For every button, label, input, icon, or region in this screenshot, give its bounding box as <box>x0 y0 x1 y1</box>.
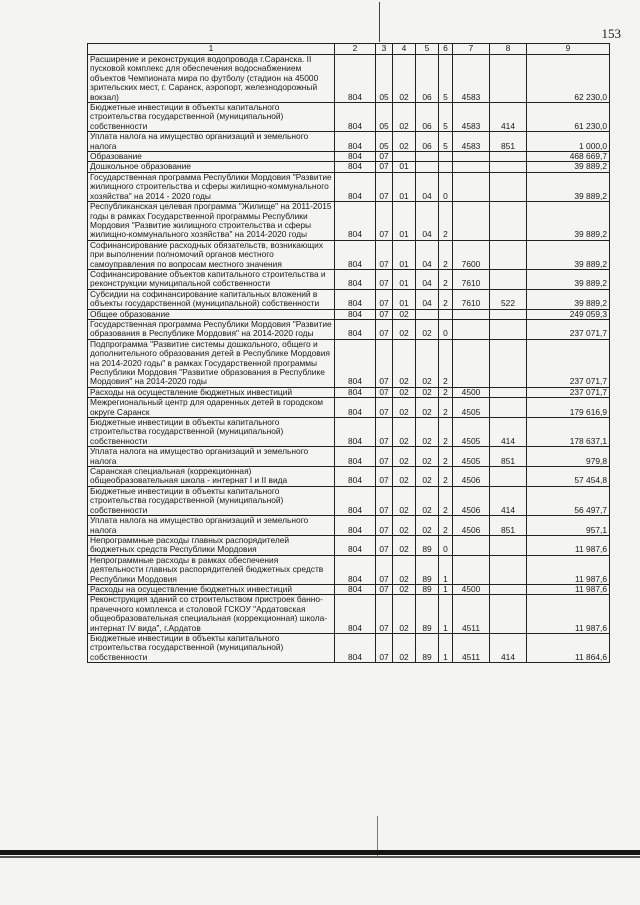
table-row <box>88 240 610 269</box>
cell-admin-code: 804 <box>335 516 376 536</box>
row-description: Расходы на осуществление бюджетных инвестиций <box>88 584 335 594</box>
cell-program: 89 <box>416 633 439 662</box>
header-cell: 7 <box>453 44 490 55</box>
cell-amount: 249 059,3 <box>527 309 610 319</box>
cell-program: 89 <box>416 555 439 584</box>
cell-subsection: 02 <box>393 387 416 397</box>
cell-program: 04 <box>416 240 439 269</box>
cell-program: 06 <box>416 103 439 132</box>
cell-program: 02 <box>416 467 439 487</box>
row-description: Реконструкция зданий со строительством пристроек банно-прачечного комплекса и столовой ГСКОУ "Ардатовская общеобразовательная специальная (коррекционная) школа-интернат IV вида", г.Ардатов <box>88 595 335 634</box>
cell-expense-type <box>490 55 527 103</box>
cell-target-item: 4583 <box>453 55 490 103</box>
scan-edge-bar <box>0 850 640 855</box>
cell-subsection: 01 <box>393 162 416 172</box>
cell-section: 07 <box>376 633 393 662</box>
cell-subprogram: 0 <box>439 172 453 201</box>
cell-program: 02 <box>416 319 439 339</box>
cell-admin-code: 804 <box>335 595 376 634</box>
cell-target-item: 7600 <box>453 240 490 269</box>
table-row <box>88 535 610 555</box>
table-row <box>88 55 610 103</box>
cell-subsection: 02 <box>393 319 416 339</box>
header-cell: 9 <box>527 44 610 55</box>
cell-target-item: 4505 <box>453 398 490 418</box>
table-row <box>88 387 610 397</box>
header-cell: 4 <box>393 44 416 55</box>
cell-subsection: 01 <box>393 172 416 201</box>
cell-amount: 178 637,1 <box>527 418 610 447</box>
cell-admin-code: 804 <box>335 339 376 387</box>
cell-section: 07 <box>376 269 393 289</box>
table-row <box>88 339 610 387</box>
cell-target-item: 7610 <box>453 289 490 309</box>
table-row <box>88 319 610 339</box>
table-row <box>88 289 610 309</box>
cell-subsection: 02 <box>393 103 416 132</box>
cell-subsection: 01 <box>393 289 416 309</box>
cell-subsection: 02 <box>393 584 416 594</box>
cell-amount: 11 987,6 <box>527 595 610 634</box>
cell-amount: 11 864,6 <box>527 633 610 662</box>
table-row <box>88 398 610 418</box>
cell-subsection: 02 <box>393 418 416 447</box>
row-description: Непрограммные расходы в рамках обеспечения деятельности главных распорядителей бюджетных средств Республики Мордовия <box>88 555 335 584</box>
cell-admin-code: 804 <box>335 467 376 487</box>
header-cell: 8 <box>490 44 527 55</box>
cell-section: 05 <box>376 132 393 152</box>
cell-section: 07 <box>376 387 393 397</box>
cell-program: 89 <box>416 595 439 634</box>
cell-amount: 979,8 <box>527 447 610 467</box>
cell-section: 05 <box>376 55 393 103</box>
cell-subsection: 02 <box>393 555 416 584</box>
cell-section: 07 <box>376 289 393 309</box>
row-description: Государственная программа Республики Мордовия "Развитие образования в Республике Мордовия" на 2014-2020 годы <box>88 319 335 339</box>
cell-section: 07 <box>376 447 393 467</box>
cell-amount: 237 071,7 <box>527 339 610 387</box>
cell-expense-type <box>490 398 527 418</box>
cell-expense-type: 851 <box>490 132 527 152</box>
cell-subprogram: 2 <box>439 387 453 397</box>
cell-target-item: 4505 <box>453 418 490 447</box>
row-description: Субсидии на софинансирование капитальных вложений в объекты государственной (муниципальной) собственности <box>88 289 335 309</box>
cell-target-item: 4500 <box>453 387 490 397</box>
cell-program: 06 <box>416 55 439 103</box>
cell-subsection: 01 <box>393 269 416 289</box>
cell-admin-code: 804 <box>335 633 376 662</box>
cell-program: 04 <box>416 202 439 241</box>
cell-expense-type <box>490 319 527 339</box>
cell-admin-code: 804 <box>335 240 376 269</box>
cell-section: 07 <box>376 202 393 241</box>
cell-subprogram: 2 <box>439 516 453 536</box>
cell-subsection: 02 <box>393 339 416 387</box>
cell-expense-type: 414 <box>490 103 527 132</box>
cell-admin-code: 804 <box>335 309 376 319</box>
header-cell: 2 <box>335 44 376 55</box>
cell-amount: 62 230,0 <box>527 55 610 103</box>
header-cell: 3 <box>376 44 393 55</box>
cell-target-item: 4583 <box>453 132 490 152</box>
cell-subprogram: 1 <box>439 595 453 634</box>
cell-program: 02 <box>416 447 439 467</box>
header-cell: 1 <box>88 44 335 55</box>
table-row <box>88 269 610 289</box>
cell-target-item: 7610 <box>453 269 490 289</box>
cell-admin-code: 804 <box>335 555 376 584</box>
cell-target-item <box>453 535 490 555</box>
cell-admin-code: 804 <box>335 202 376 241</box>
cell-expense-type: 851 <box>490 447 527 467</box>
row-description: Расширение и реконструкция водопровода г.Саранска. II пусковой комплекс для обеспечения водоснабжением объектов Чемпионата мира по футболу (стадион на 45000 зрительских мест, г. Саранск, аэропорт, железнодорожный вокзал) <box>88 55 335 103</box>
cell-subsection: 02 <box>393 309 416 319</box>
cell-section: 07 <box>376 319 393 339</box>
cell-expense-type <box>490 269 527 289</box>
cell-subprogram: 2 <box>439 447 453 467</box>
cell-program: 06 <box>416 132 439 152</box>
cell-subprogram: 0 <box>439 319 453 339</box>
cell-amount: 1 000,0 <box>527 132 610 152</box>
row-description: Саранская специальная (коррекционная) общеобразовательная школа - интернат I и II вида <box>88 467 335 487</box>
cell-section: 07 <box>376 486 393 515</box>
cell-expense-type <box>490 162 527 172</box>
row-description: Непрограммные расходы главных распорядителей бюджетных средств Республики Мордовия <box>88 535 335 555</box>
cell-subsection: 02 <box>393 55 416 103</box>
cell-program: 04 <box>416 289 439 309</box>
cell-admin-code: 804 <box>335 172 376 201</box>
table-row <box>88 595 610 634</box>
table-row <box>88 152 610 162</box>
cell-target-item: 4511 <box>453 595 490 634</box>
cell-program <box>416 152 439 162</box>
cell-target-item <box>453 309 490 319</box>
scan-fold-line <box>379 2 380 42</box>
cell-expense-type: 414 <box>490 418 527 447</box>
row-description: Образование <box>88 152 335 162</box>
cell-subprogram: 5 <box>439 103 453 132</box>
cell-subprogram: 5 <box>439 132 453 152</box>
cell-target-item: 4506 <box>453 486 490 515</box>
cell-expense-type <box>490 387 527 397</box>
cell-amount: 56 497,7 <box>527 486 610 515</box>
cell-subprogram <box>439 152 453 162</box>
table-row <box>88 172 610 201</box>
cell-target-item <box>453 202 490 241</box>
row-description: Бюджетные инвестиции в объекты капитального строительства государственной (муниципальной) собственности <box>88 418 335 447</box>
cell-expense-type: 414 <box>490 486 527 515</box>
cell-section: 07 <box>376 172 393 201</box>
cell-subprogram: 2 <box>439 486 453 515</box>
table-row <box>88 103 610 132</box>
cell-section: 07 <box>376 152 393 162</box>
cell-program: 02 <box>416 418 439 447</box>
cell-admin-code: 804 <box>335 387 376 397</box>
cell-program: 04 <box>416 269 439 289</box>
cell-target-item: 4500 <box>453 584 490 594</box>
cell-admin-code: 804 <box>335 418 376 447</box>
cell-subprogram: 2 <box>439 467 453 487</box>
table-row <box>88 486 610 515</box>
cell-program: 89 <box>416 535 439 555</box>
cell-amount: 237 071,7 <box>527 387 610 397</box>
cell-admin-code: 804 <box>335 486 376 515</box>
table-header-row <box>88 44 610 55</box>
cell-expense-type <box>490 339 527 387</box>
cell-admin-code: 804 <box>335 289 376 309</box>
cell-subsection: 02 <box>393 486 416 515</box>
cell-target-item: 4506 <box>453 467 490 487</box>
cell-amount: 39 889,2 <box>527 289 610 309</box>
cell-amount: 11 987,6 <box>527 535 610 555</box>
cell-target-item <box>453 162 490 172</box>
cell-amount: 11 987,6 <box>527 584 610 594</box>
cell-section: 05 <box>376 103 393 132</box>
row-description: Расходы на осуществление бюджетных инвестиций <box>88 387 335 397</box>
cell-section: 07 <box>376 584 393 594</box>
cell-program: 02 <box>416 516 439 536</box>
cell-expense-type <box>490 172 527 201</box>
cell-subprogram <box>439 309 453 319</box>
cell-target-item <box>453 339 490 387</box>
cell-amount: 39 889,2 <box>527 202 610 241</box>
cell-subsection: 02 <box>393 398 416 418</box>
table-row <box>88 162 610 172</box>
cell-section: 07 <box>376 595 393 634</box>
cell-subprogram: 2 <box>439 418 453 447</box>
cell-program: 89 <box>416 584 439 594</box>
cell-admin-code: 804 <box>335 398 376 418</box>
cell-subprogram: 2 <box>439 398 453 418</box>
scan-edge-bar <box>0 856 640 858</box>
row-description: Межрегиональный центр для одаренных детей в городском округе Саранск <box>88 398 335 418</box>
cell-expense-type <box>490 535 527 555</box>
cell-expense-type <box>490 467 527 487</box>
cell-subprogram: 2 <box>439 202 453 241</box>
table-row <box>88 467 610 487</box>
cell-amount: 39 889,2 <box>527 162 610 172</box>
cell-amount: 11 987,6 <box>527 555 610 584</box>
cell-section: 07 <box>376 398 393 418</box>
cell-section: 07 <box>376 309 393 319</box>
cell-subprogram: 2 <box>439 339 453 387</box>
cell-admin-code: 804 <box>335 319 376 339</box>
cell-admin-code: 804 <box>335 535 376 555</box>
table-row <box>88 418 610 447</box>
cell-subsection: 02 <box>393 535 416 555</box>
row-description: Республиканская целевая программа "Жилище" на 2011-2015 годы в рамках Государственной программы Республики Мордовия "Развитие жилищного строительства и сферы жилищно-коммунального хозяйства" на 2014-2020 годы <box>88 202 335 241</box>
cell-admin-code: 804 <box>335 447 376 467</box>
table-row <box>88 633 610 662</box>
cell-admin-code: 804 <box>335 103 376 132</box>
cell-expense-type <box>490 240 527 269</box>
row-description: Уплата налога на имущество организаций и земельного налога <box>88 132 335 152</box>
cell-subsection: 02 <box>393 633 416 662</box>
table-row <box>88 555 610 584</box>
cell-section: 07 <box>376 162 393 172</box>
table-row <box>88 309 610 319</box>
cell-admin-code: 804 <box>335 584 376 594</box>
row-description: Государственная программа Республики Мордовия "Развитие жилищного строительства и сферы жилищно-коммунального хозяйства" на 2014 - 2020 годы <box>88 172 335 201</box>
cell-section: 07 <box>376 555 393 584</box>
page-number: 153 <box>601 26 621 41</box>
cell-admin-code: 804 <box>335 152 376 162</box>
cell-subsection: 02 <box>393 467 416 487</box>
cell-amount: 39 889,2 <box>527 240 610 269</box>
cell-target-item: 4505 <box>453 447 490 467</box>
cell-subsection <box>393 152 416 162</box>
cell-expense-type: 851 <box>490 516 527 536</box>
cell-admin-code: 804 <box>335 269 376 289</box>
cell-target-item <box>453 319 490 339</box>
cell-section: 07 <box>376 240 393 269</box>
cell-subprogram: 5 <box>439 55 453 103</box>
cell-expense-type <box>490 202 527 241</box>
cell-program: 02 <box>416 339 439 387</box>
cell-subprogram: 0 <box>439 535 453 555</box>
cell-section: 07 <box>376 467 393 487</box>
cell-program: 02 <box>416 486 439 515</box>
cell-subsection: 02 <box>393 447 416 467</box>
row-description: Софинансирование объектов капитального строительства и реконструкции муниципальной собственности <box>88 269 335 289</box>
cell-target-item: 4511 <box>453 633 490 662</box>
row-description: Дошкольное образование <box>88 162 335 172</box>
budget-table <box>87 43 610 663</box>
cell-subsection: 02 <box>393 132 416 152</box>
cell-expense-type <box>490 584 527 594</box>
header-cell: 5 <box>416 44 439 55</box>
row-description: Уплата налога на имущество организаций и земельного налога <box>88 516 335 536</box>
cell-section: 07 <box>376 516 393 536</box>
cell-amount: 468 669,7 <box>527 152 610 162</box>
cell-expense-type <box>490 595 527 634</box>
table-row <box>88 132 610 152</box>
cell-expense-type: 522 <box>490 289 527 309</box>
row-description: Общее образование <box>88 309 335 319</box>
cell-expense-type <box>490 555 527 584</box>
cell-subsection: 02 <box>393 516 416 536</box>
cell-amount: 237 071,7 <box>527 319 610 339</box>
cell-section: 07 <box>376 535 393 555</box>
cell-subsection: 02 <box>393 595 416 634</box>
cell-target-item <box>453 555 490 584</box>
cell-expense-type: 414 <box>490 633 527 662</box>
cell-program: 02 <box>416 398 439 418</box>
cell-subprogram: 1 <box>439 555 453 584</box>
row-description: Подпрограмма "Развитие системы дошкольного, общего и дополнительного образования детей в Республике Мордовия на 2014-2020 годы" в рамках Государственной программы Республики Мордовия "Развитие образования в Республике Мордовия" на 2014-2020 годы <box>88 339 335 387</box>
cell-admin-code: 804 <box>335 55 376 103</box>
cell-program: 04 <box>416 172 439 201</box>
table-row <box>88 202 610 241</box>
cell-subsection: 01 <box>393 202 416 241</box>
row-description: Бюджетные инвестиции в объекты капитального строительства государственной (муниципальной) собственности <box>88 103 335 132</box>
table-row <box>88 584 610 594</box>
cell-amount: 39 889,2 <box>527 269 610 289</box>
cell-expense-type <box>490 309 527 319</box>
cell-subprogram: 1 <box>439 633 453 662</box>
cell-expense-type <box>490 152 527 162</box>
table-body <box>88 55 610 663</box>
cell-amount: 39 889,2 <box>527 172 610 201</box>
cell-target-item <box>453 152 490 162</box>
cell-subprogram <box>439 162 453 172</box>
cell-program <box>416 309 439 319</box>
cell-subprogram: 2 <box>439 240 453 269</box>
row-description: Софинансирование расходных обязательств, возникающих при выполнении полномочий органов местного самоуправления по вопросам местного значения <box>88 240 335 269</box>
cell-amount: 61 230,0 <box>527 103 610 132</box>
cell-amount: 179 616,9 <box>527 398 610 418</box>
cell-target-item: 4583 <box>453 103 490 132</box>
cell-target-item: 4506 <box>453 516 490 536</box>
table-row <box>88 516 610 536</box>
cell-program <box>416 162 439 172</box>
cell-subprogram: 2 <box>439 289 453 309</box>
row-description: Бюджетные инвестиции в объекты капитального строительства государственной (муниципальной) собственности <box>88 486 335 515</box>
cell-target-item <box>453 172 490 201</box>
cell-admin-code: 804 <box>335 132 376 152</box>
cell-amount: 957,1 <box>527 516 610 536</box>
row-description: Уплата налога на имущество организаций и земельного налога <box>88 447 335 467</box>
cell-section: 07 <box>376 339 393 387</box>
table-row <box>88 447 610 467</box>
cell-program: 02 <box>416 387 439 397</box>
cell-amount: 57 454,8 <box>527 467 610 487</box>
row-description: Бюджетные инвестиции в объекты капитального строительства государственной (муниципальной) собственности <box>88 633 335 662</box>
header-cell: 6 <box>439 44 453 55</box>
cell-section: 07 <box>376 418 393 447</box>
cell-subprogram: 1 <box>439 584 453 594</box>
cell-subsection: 01 <box>393 240 416 269</box>
cell-admin-code: 804 <box>335 162 376 172</box>
cell-subprogram: 2 <box>439 269 453 289</box>
